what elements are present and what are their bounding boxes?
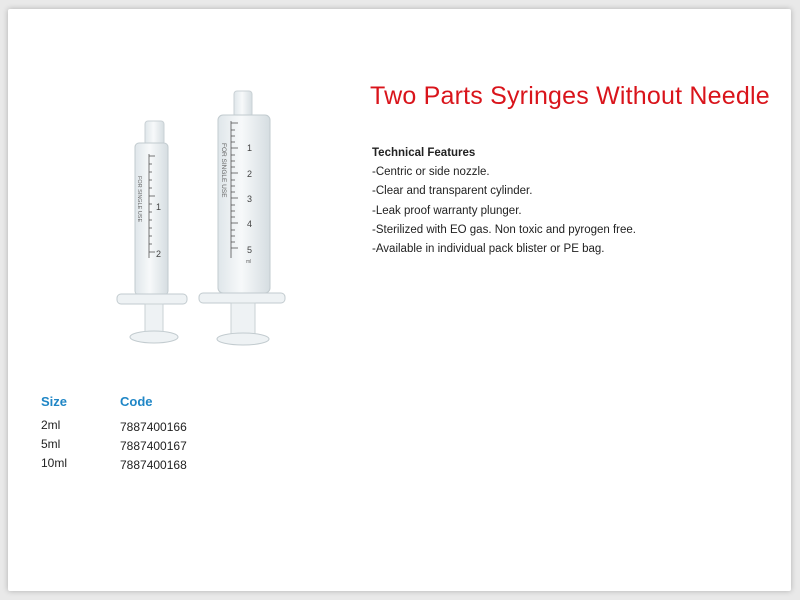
feature-item: -Centric or side nozzle. — [372, 166, 490, 179]
code-cell: 7887400166 — [120, 420, 187, 434]
large-mark-1: 1 — [247, 143, 253, 153]
code-column-header: Code — [120, 394, 153, 409]
feature-item: -Available in individual pack blister or PE bag. — [372, 243, 605, 256]
large-unit: ml — [246, 259, 252, 265]
code-cell: 7887400167 — [120, 439, 187, 453]
small-side-text: FOR SINGLE USE — [136, 176, 142, 223]
large-syringe — [199, 91, 285, 345]
size-cell: 5ml — [41, 437, 61, 451]
small-mark-1: 1 — [156, 202, 162, 212]
technical-features — [372, 144, 636, 259]
size-cell: 10ml — [41, 456, 68, 470]
large-mark-5: 5 — [247, 245, 253, 255]
large-mark-4: 4 — [247, 219, 253, 229]
size-cell: 2ml — [41, 418, 61, 432]
page-title: Two Parts Syringes Without Needle — [370, 82, 770, 110]
code-cell: 7887400168 — [120, 458, 187, 472]
feature-item: -Clear and transparent cylinder. — [372, 185, 533, 198]
small-mark-2: 2 — [156, 249, 162, 259]
large-mark-2: 2 — [247, 169, 253, 179]
syringes-product-image — [105, 88, 295, 353]
large-mark-3: 3 — [247, 194, 253, 204]
large-side-text: FOR SINGLE USE — [220, 143, 227, 198]
feature-item: -Sterilized with EO gas. Non toxic and pyrogen free. — [372, 223, 636, 236]
features-heading: Technical Features — [372, 147, 476, 159]
feature-item: -Leak proof warranty plunger. — [372, 204, 522, 217]
size-column-header: Size — [41, 394, 68, 409]
small-syringe — [117, 121, 187, 343]
